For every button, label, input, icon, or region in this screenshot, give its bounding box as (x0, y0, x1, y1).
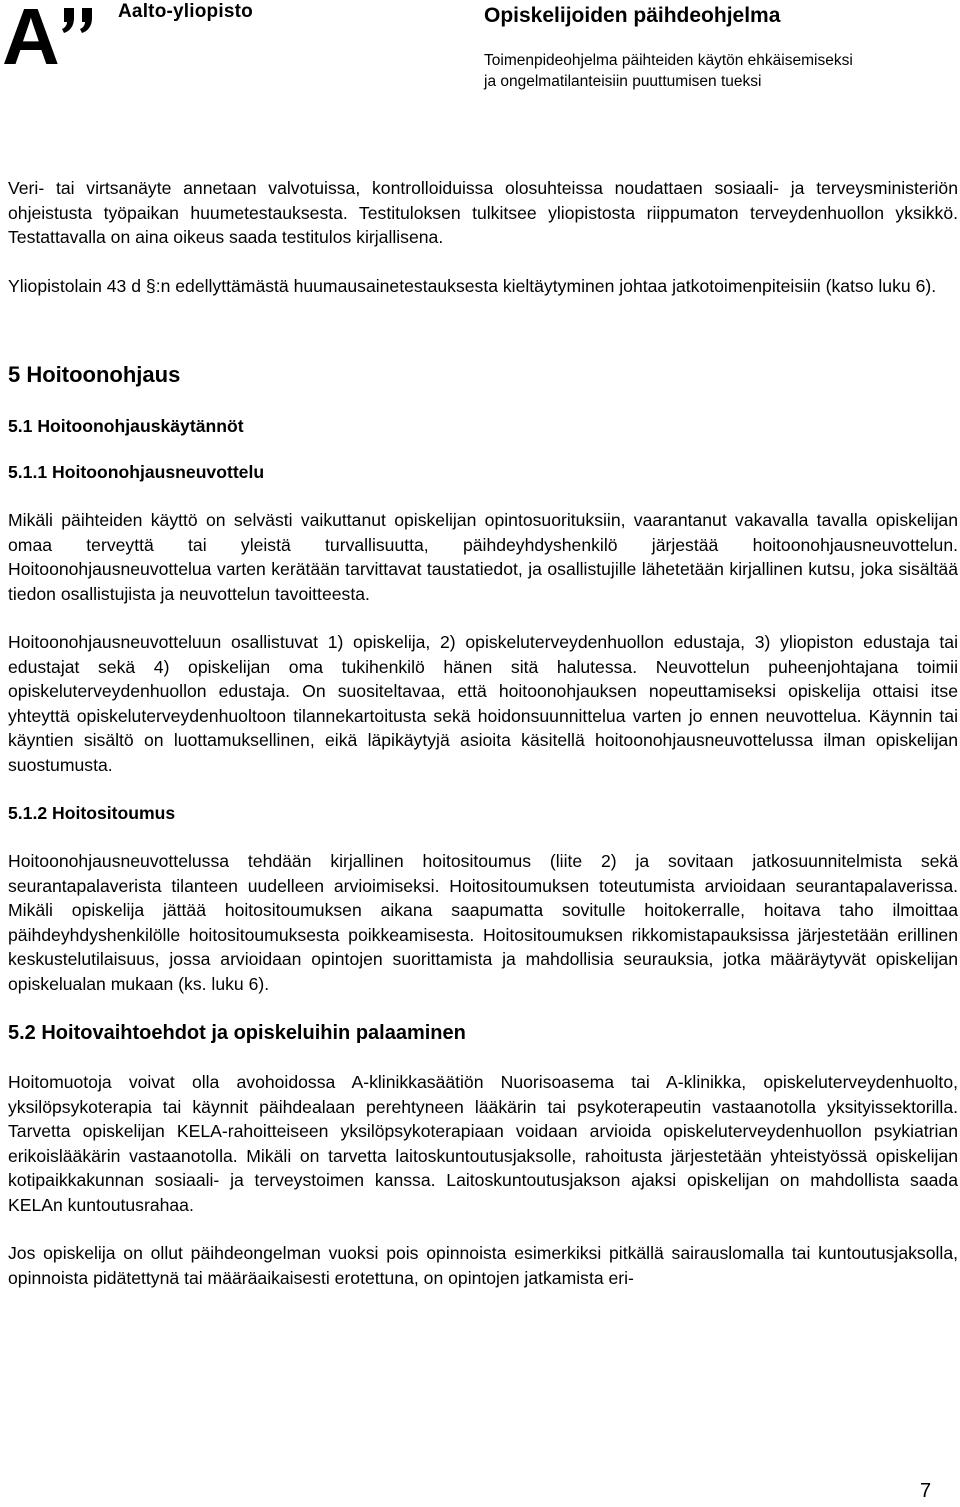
document-body (8, 176, 958, 1290)
document-subtitle (484, 50, 853, 92)
subtitle-line-2: ja ongelmatilanteisiin puuttumisen tueksi (484, 73, 762, 90)
subtitle-line-1: Toimenpideohjelma päihteiden käytön ehkäisemiseksi (484, 52, 853, 69)
document-title: Opiskelijoiden päihdeohjelma (484, 4, 781, 27)
aalto-logo-icon (2, 2, 102, 66)
paragraph-refusal: Yliopistolain 43 d §:n edellyttämästä huumausainetestauksesta kieltäytyminen johtaa jatkotoimenpiteisiin (katso luku 6). (8, 275, 937, 296)
page-header (0, 0, 960, 110)
heading-5-1: 5.1 Hoitoonohjauskäytännöt (8, 416, 244, 436)
paragraph-palaaminen: Jos opiskelija on ollut päihdeongelman vuoksi pois opinnoista esimerkiksi pitkällä sairauslomalla tai kuntoutusjaksolla, opinnoista pidätettynä tai määräaikaisesti erotettuna, on opintojen jatkamista eri- (8, 1243, 958, 1288)
heading-5-1-1: 5.1.1 Hoitoonohjausneuvottelu (8, 462, 265, 482)
paragraph-neuvottelu-2: Hoitoonohjausneuvotteluun osallistuvat 1) opiskelija, 2) opiskeluterveydenhuollon edustaja, 3) yliopiston edustaja tai edustajat sekä 4) opiskelijan oma tukihenkilö hänen sitä halutessa. Neuvottelun puheenjohtajana toimii opiskeluterveydenhuollon edustaja. On suositeltavaa, että hoitoonohjauksen nopeuttamiseksi opiskelija ottaisi itse yhteyttä opiskeluterveydenhuoltoon tilannekartoitusta sekä hoidonsuunnittelua varten jo ennen neuvottelua. Käynnin tai käyntien sisältö on luottamuksellinen, eikä läpikäytyjä asioita käsitellä hoitoonohjausneuvottelussa ilman opiskelijan suostumusta. (8, 632, 958, 775)
paragraph-hoitomuoto: Hoitomuotoja voivat olla avohoidossa A-klinikkasäätiön Nuorisoasema tai A-klinikka, opiskeluterveydenhuolto, yksilöpsykoterapia tai käynnit päihdealaan perehtyneen lääkärin tai psykoterapeutin vastaanotolla yksityissektorilla. Tarvetta opiskelijan KELA-rahoitteiseen yksilöpsykoterapiaan voidaan arvioida opiskeluterveydenhuollon psykiatrian erikoislääkärin vastaanotolla. Mikäli on tarvetta laitoskuntoutusjaksolle, rahoitusta järjestetään yhteistyössä opiskelijan kotipaikkakunnan sosiaali- ja terveystoimen kanssa. Laitoskuntoutusjakson ajaksi opiskelijan on mahdollista saada KELAn kuntoutusrahaa. (8, 1072, 958, 1215)
heading-5-1-2: 5.1.2 Hoitositoumus (8, 803, 176, 823)
organization-name: Aalto-yliopisto (118, 1, 253, 22)
paragraph-neuvottelu-1: Mikäli päihteiden käyttö on selvästi vaikuttanut opiskelijan opintosuorituksiin, vaarantanut vakavalla tavalla opiskelijan omaa terveyttä tai yleistä turvallisuutta, päihdeyhdyshenkilö järjestää hoitoonohjausneuvottelun. Hoitoonohjausneuvottelua varten kerätään tarvittavat taustatiedot, ja osallistujille lähetetään kirjallinen kutsu, joka sisältää tiedon osallistujista ja neuvottelun tavoitteesta. (8, 510, 958, 604)
heading-5-2: 5.2 Hoitovaihtoehdot ja opiskeluihin palaaminen (8, 1022, 466, 1044)
paragraph-sitoumus: Hoitoonohjausneuvottelussa tehdään kirjallinen hoitositoumus (liite 2) ja sovitaan jatkosuunnitelmista sekä seurantapalaverista tilanteen uudelleen arvioimiseksi. Hoitositoumuksen toteutumista arvioidaan seurantapalaverissa. Mikäli opiskelija jättää hoitositoumuksen aikana saapumatta sovitulle hoitokerralle, hoitava taho ilmoittaa päihdeyhdyshenkilölle hoitositoumuksesta poikkeamisesta. Hoitositoumuksen rikkomistapauksissa järjestetään erillinen keskustelutilaisuus, jossa arvioidaan opintojen suorittamista ja mahdollisia seurauksia, jotka määräytyvät opiskelijan opiskelualan mukaan (ks. luku 6). (8, 851, 958, 994)
logo-letter: A (2, 2, 60, 66)
page-number: 7 (920, 1480, 932, 1502)
heading-section-5: 5 Hoitoonohjaus (8, 362, 181, 387)
paragraph-testing: Veri- tai virtsanäyte annetaan valvotuissa, kontrolloiduissa olosuhteissa noudattaen sosiaali- ja terveysministeriön ohjeistusta työpaikan huumetestauksesta. Testituloksen tulkitsee yliopistosta riippumaton terveydenhuollon yksikkö. Testattavalla on aina oikeus saada testitulos kirjallisena. (8, 178, 958, 247)
